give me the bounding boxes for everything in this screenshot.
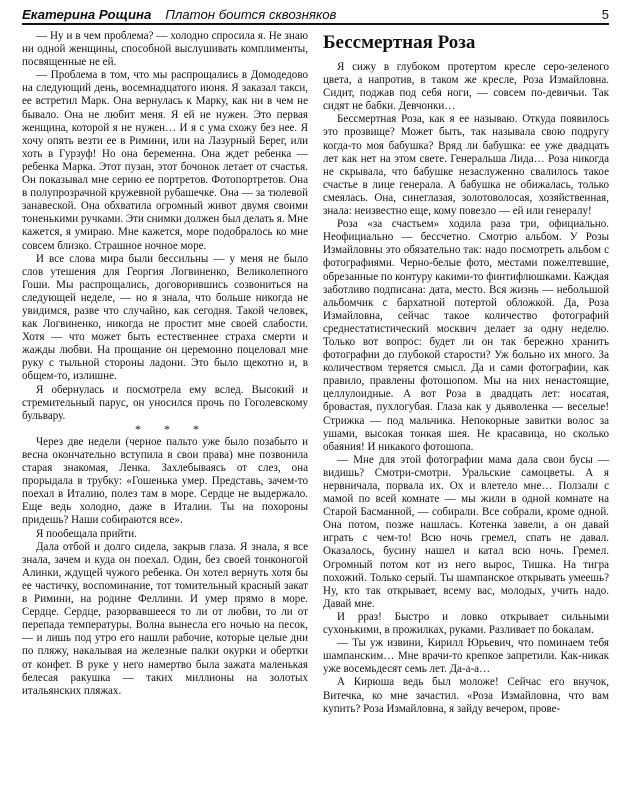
paragraph: Я пообещала прийти. — [36, 527, 137, 540]
paragraph: — Ты уж извини, Кирилл Юрьевич, что поминаем тебя шампанским… Мне врачи-то крепкое запретили. Как-никак уже восемьдесят семь лет. Да-а-а… — [323, 637, 609, 676]
paragraph: Бессмертная Роза, как я ее называю. Откуда появилось это прозвище? Может быть, так называла свою подругу когда-то моя бабушка? Вряд ли бабушка: ее уже двадцать лет как нет на этом свете. Генеральша Лида… Роза никогда не скрывала, что бабушке незаслуженно свалилось такое счастье в лице генерала. А бабушка не обижалась, только смеялась. Она, синеглазая, золотоволосая, хозяйственная, знала: неизвестно еще, кому повезло — ей или генералу! — [323, 113, 609, 218]
paragraph: Я сижу в глубоком протертом кресле серо-зеленого цвета, а напротив, в таком же кресле, Роза Измайловна. Сидит, поджав под себя ноги, — совсем по-девичьи. Так сидят не бабки. Девчонки… — [323, 61, 609, 113]
paragraph: А Кирюша ведь был моложе! Сейчас его внучок, Витечка, ко мне зачастил. «Роза Измайловна, что вам купить? Роза Измайловна, я зайду вечером, прове- — [323, 676, 609, 715]
paragraph: — Проблема в том, что мы распрощались в Домодедово на следующий день, восемнадцатого июня. Я заказал такси, ее встретил Марк. Она вернулась к Марку, как ни в чем не бывало. Она не любит меня. Я ей не нужен. Это первая женщина, которой я не нужен… И я с ума схожу без нее. Я хочу опять везти ее в Римини, или на Лазурный Берег, или хоть в Гурзуф! Но она беременна. Она ждет ребенка — ребенка Марка. Этот пузан, этот бочонок летает от счастья. Он показывал мне серию ее портретов. Фотопортретов. Она в полупрозрачной кружевной рубашечке. Она — за тюлевой занавеской. Она обхватила огромный живот двумя своими тоненькими ручками. Эти снимки должен был делать я. Мне кажется, я умираю. Мне кажется, море подобралось ко мне совсем близко. Страшное ночное море. — [22, 69, 308, 252]
paragraph: Роза «за счастьем» ходила раза три, официально. Неофициально — бессчетно. Смотрю альбом. У Розы Измайловны это обязательно так: надо посмотреть альбом с фотографиями. Черно-белые фото, местами пожелтевшие, обрезанные по контуру какими-то финтифлюшками. Каждая заботливо подписана: дата, место. Вся жизнь — небольшой альбомчик с бархатной потертой обложкой. Да, Роза Измайловна, сейчас такое количество фотографий среднестатистический москвич делает за одну неделю. Только вот вопрос: будет ли он так бережно хранить фотографии до глубокой старости? Уж больно их много. За количеством теряется смысл. Да и сами фотографии, как правило, правлены фотошопом. Мы на них ненастоящие, целлулоидные. А вот Роза в двадцать лет: носатая, бровастая, пухлогубая. Глаза как у дьяволенка — веселые! Стрижка — под мальчика. Непокорные завитки волос за ушами, высокая тонкая шея. Не красавица, но сколько обаяния! И никакого фотошопа. — [323, 218, 609, 453]
header-author: Екатерина Рощина — [22, 7, 152, 22]
header-book-title: Платон боится сквозняков — [165, 7, 337, 22]
page-number: 5 — [601, 7, 609, 22]
left-column — [22, 30, 308, 716]
chapter-title: Бессмертная Роза — [323, 32, 476, 53]
text-columns — [22, 30, 609, 716]
paragraph: Через две недели (черное пальто уже было позабыто и весна окончательно вступила в свои права) мне позвонила старая знакомая, Ленка. Захлебываясь от слез, она прорыдала в трубку: «Гошенька умер. Представь, зачем-то поехал в Италию, полез там в море. Сердце не выдержало. Еще ведь холодно, даже в Италии. Ты на похороны придешь? Наши собираются все». — [22, 435, 308, 527]
paragraph: И все слова мира были бессильны — у меня не было слов утешения для Георгия Логвиненко, Великолепного Гоши. Мы распрощались, договорившись созвониться на следующей неделе, — но я знала, что больше никогда не увидимся, разве что случайно, как сегодня. Такой человек, как Логвиненко, никогда не простит мне своей слабости. Хотя — что может быть естественнее страха смерти и жажды любви. На прощание он церемонно поцеловал мне руку с тыльной стороны ладони. Это было щекотно и, в общем-то, излишне. — [22, 252, 308, 383]
section-divider: * * * — [135, 421, 209, 436]
paragraph: И рраз! Быстро и ловко открывает сильными сухонькими, в прожилках, руками. Разливает по бокалам. — [323, 610, 609, 637]
running-header — [22, 6, 609, 25]
paragraph: — Ну и в чем проблема? — холодно спросила я. Не знаю ни одной женщины, способной выслушивать комплименты, посвященные не ей. — [22, 30, 308, 69]
right-column — [323, 30, 609, 716]
paragraph: — Мне для этой фотографии мама дала свои бусы — видишь? Смотри-смотри. Уральские самоцветы. А я нервничала, порвала их. Ох и влетело мне… Ползали с мамой по всей комнате — мы жили в одной комнате на Старой Басманной, — собирали. Все собрали, кроме одной. Она потом, позже нашлась. Котенка завели, а он давай играть с чем-то! Всю ночь гремел, спать не давал. Оказалось, бусину нашел и катал всю ночь. Гремел. Огромный потом кот из него вырос, Тишка. На тигра похожий. Только серый. Ты шампанское открывать умеешь? Ну, кто так открывает, всему вас, молодых, учить надо. Давай мне. — [323, 453, 609, 610]
paragraph: Я обернулась и посмотрела ему вслед. Высокий и стремительный парус, он уносился прочь по Гоголевскому бульвару. — [22, 383, 308, 422]
paragraph: Дала отбой и долго сидела, закрыв глаза. Я знала, я все знала, зачем и куда он поехал. Один, без своей тонконогой Алинки, ждущей чужого ребенка. Он хотел вернуть хотя бы ее частичку, воспоминание, тот томительный красный закат в Римини, на родине Феллини. И умер прямо в море. Сердце. Сердце, разорвавшееся то ли от любви, то ли от перепада температуры. Волна вынесла его ночью на песок, — и лишь под утро его нашли рабочие, которые целые дни по пляжу, накалывая на железные палки окурки и обертки от конфет. В руке у него намертво была зажата маленькая белесая ракушка — таких миллионы на золотых итальянских пляжах. — [22, 540, 308, 697]
